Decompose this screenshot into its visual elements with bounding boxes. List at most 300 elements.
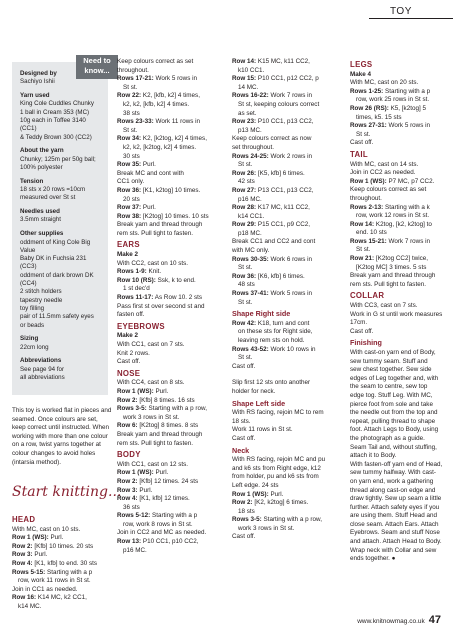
instruction-text: row, work 8 rows in St st. <box>123 520 193 528</box>
instruction-line <box>232 363 334 372</box>
instruction-line <box>12 577 112 586</box>
instruction-line <box>117 110 217 119</box>
instruction-line <box>350 319 445 328</box>
instruction-text: Knit 2 rows. <box>117 349 150 357</box>
instruction-line <box>117 547 217 556</box>
instruction-line <box>350 264 445 273</box>
instruction-text: St st. <box>238 264 253 272</box>
instruction-line <box>117 277 217 286</box>
instruction-text: K14 MC, k2 CC1, <box>36 594 87 602</box>
instruction-text: Work 5 rows in <box>153 75 198 83</box>
instruction-line <box>12 551 112 560</box>
instruction-text: pierce foot from sole and take <box>350 400 433 408</box>
instruction-line <box>232 491 334 500</box>
instruction-line <box>232 178 334 187</box>
instruction-line <box>350 79 445 88</box>
instruction-line <box>350 349 445 358</box>
spacer <box>232 371 334 379</box>
instruction-text: [K1, kfb] 12 times. <box>137 495 190 503</box>
instruction-line <box>117 101 217 110</box>
instruction-text: row, work 25 rows in St st. <box>356 96 430 104</box>
instruction-line <box>117 414 217 423</box>
instruction-line <box>350 311 445 320</box>
instruction-line <box>117 303 217 312</box>
instruction-text: sew tummy halfway. With cast- <box>350 469 436 477</box>
instruction-text: with MC only. <box>232 247 270 255</box>
instruction-text: [K1, kfb] to end. 30 sts <box>32 559 98 567</box>
row-label: Row 6: <box>117 422 138 430</box>
instruction-line <box>350 375 445 384</box>
instruction-line <box>117 92 217 101</box>
instruction-line <box>350 444 445 453</box>
instruction-line <box>12 543 112 552</box>
sizing: Sizing 22cm long <box>20 335 49 351</box>
row-label: Rows 17-21: <box>117 75 154 83</box>
instruction-text: P10 CC1, p10 CC2, <box>141 538 199 546</box>
instruction-line <box>232 221 334 230</box>
instruction-line <box>12 586 112 595</box>
instruction-text: Break CC1 and CC2 and cont <box>232 238 316 246</box>
instruction-line <box>232 465 334 474</box>
instruction-line <box>117 350 217 359</box>
instruction-text: Starting with a k <box>383 203 430 211</box>
instruction-line <box>117 67 217 76</box>
instruction-line <box>117 358 217 367</box>
instruction-text: on yarn end, work a gathering <box>350 477 434 485</box>
row-label: Row 21: <box>350 255 375 263</box>
instruction-line <box>117 153 217 162</box>
instruction-line <box>350 461 445 470</box>
instruction-line <box>117 461 217 470</box>
instruction-line <box>117 294 217 303</box>
instruction-line <box>232 118 334 127</box>
subsection-heading: Finishing <box>350 338 382 348</box>
instruction-text: Work 2 rows in <box>268 152 313 160</box>
instruction-line <box>350 529 445 538</box>
row-label: Row 28: <box>232 204 257 212</box>
instruction-line <box>350 401 445 410</box>
instruction-line <box>232 161 334 170</box>
instruction-line <box>117 187 217 196</box>
instruction-line <box>350 255 445 264</box>
instruction-text: Join in CC2 as needed. <box>350 169 416 177</box>
instruction-line <box>117 521 217 530</box>
instruction-line <box>12 560 112 569</box>
instruction-text: row, work 11 rows in St st. <box>18 577 91 585</box>
needles: Needles used 3.5mm straight <box>20 208 61 224</box>
instruction-text: St st, keeping colours correct <box>238 100 320 108</box>
instruction-text: attach it to Body. <box>350 452 397 460</box>
row-label: Row 27: <box>232 186 257 194</box>
instruction-line <box>117 251 217 260</box>
instruction-text: With cast-on yarn end of Body, <box>350 349 436 356</box>
instruction-line <box>350 478 445 487</box>
column-3 <box>232 58 334 542</box>
instruction-line <box>117 379 217 388</box>
instruction-line <box>117 178 217 187</box>
section-heading: EYEBROWS <box>117 321 165 331</box>
instruction-text: 18 sts <box>238 507 255 515</box>
other-supplies: Other supplies oddment of King Cole Big Value Baby DK in Fuchsia 231 (CC3) oddment of dark brown DK (CC4) 2 stitch holders tapestry needle toy filling pair of 11.5mm safety eyes or beads <box>20 230 94 329</box>
row-label: Rows 24-25: <box>232 152 269 160</box>
instruction-line <box>350 88 445 97</box>
instruction-text: 48 sts <box>238 281 255 289</box>
instruction-text: rem sts. Pull tight to fasten. <box>117 439 193 447</box>
instruction-line <box>350 114 445 123</box>
instruction-line <box>12 526 112 535</box>
instruction-text: holder for neck. <box>232 387 276 395</box>
section-heading: BODY <box>117 450 141 460</box>
section-heading: HEAD <box>12 515 36 524</box>
instruction-text: Work 6 rows in <box>268 255 313 263</box>
instruction-text: fasten off. <box>117 311 145 319</box>
instruction-text: K17 MC, k11 CC2, <box>256 204 310 212</box>
instruction-text: work 3 rows in St st. <box>238 524 295 532</box>
instruction-line <box>350 469 445 478</box>
instruction-line <box>117 221 217 230</box>
instruction-text: Slip first 12 sts onto another <box>232 379 311 387</box>
instruction-text: sew chest together. Sew side <box>350 366 432 374</box>
row-label: Rows 16-22: <box>232 92 269 100</box>
instruction-text: end. 10 sts <box>356 229 387 237</box>
instruction-line <box>350 418 445 427</box>
instruction-line <box>232 426 334 435</box>
instruction-line <box>350 328 445 337</box>
instruction-text: 38 sts <box>123 109 140 117</box>
row-label: Rows 2-13: <box>350 203 384 211</box>
instruction-text: foot. Attach Legs to Body, using <box>350 426 439 434</box>
instruction-line <box>117 135 217 144</box>
instruction-line <box>350 538 445 547</box>
row-label: Row 1 (WS): <box>117 469 154 477</box>
section-tag: TOY <box>390 6 412 17</box>
instruction-line <box>232 230 334 239</box>
row-label: Rows 3-5: <box>232 516 262 524</box>
instruction-line <box>350 272 445 281</box>
instruction-text: Keep colours correct as now <box>232 135 312 143</box>
instruction-line <box>350 122 445 131</box>
row-label: Make 4 <box>350 70 372 78</box>
instruction-text: k2, k2, [k2tog, k2] 4 times. <box>123 143 197 151</box>
instruction-line <box>232 187 334 196</box>
instruction-line <box>232 409 334 418</box>
instruction-text: [K6, kfb] 6 times. <box>256 272 305 280</box>
instruction-line <box>117 311 217 320</box>
instruction-line <box>12 594 112 603</box>
instruction-line <box>350 195 445 204</box>
instruction-line <box>117 127 217 136</box>
instruction-line <box>232 516 334 525</box>
instruction-text: Purl. <box>141 204 156 212</box>
instruction-text: St st. <box>356 246 371 254</box>
instruction-text: 20 sts <box>123 195 140 203</box>
instruction-line <box>232 456 334 465</box>
instruction-line <box>117 341 217 350</box>
instruction-text: leaving rem sts on hold. <box>238 337 305 344</box>
instruction-line <box>117 170 217 179</box>
row-label: Row 26: <box>232 169 257 177</box>
about-yarn: About the yarn Chunky; 125m per 50g ball; 100% polyester <box>20 147 96 171</box>
instruction-text: edges of Leg together and, with <box>350 374 439 382</box>
row-label: Row 2: <box>12 542 33 550</box>
instruction-text: [K2, k2tog] 6 times. <box>252 499 309 507</box>
row-label: Rows 30-35: <box>232 255 269 263</box>
instruction-text: Cast off. <box>232 434 256 442</box>
instruction-line <box>350 426 445 435</box>
instruction-line <box>117 405 217 414</box>
row-label: Row 36: <box>232 272 257 280</box>
instruction-text: Work 11 rows in St st. <box>232 426 293 434</box>
instruction-text: K2, [kfb, k2] 4 times, <box>141 92 200 100</box>
row-label: Row 2: <box>232 499 253 507</box>
instruction-text: K2tog, [k2, k2tog] to <box>374 220 432 228</box>
instruction-line <box>117 204 217 213</box>
subsection-heading: Shape Left side <box>232 398 286 408</box>
instruction-line <box>232 328 334 337</box>
instruction-line <box>350 169 445 178</box>
instruction-line <box>350 547 445 556</box>
instruction-line <box>232 256 334 265</box>
instruction-line <box>232 170 334 179</box>
instruction-line <box>350 161 445 170</box>
instruction-line <box>232 247 334 256</box>
instruction-text: Work 7 rows in <box>268 92 313 100</box>
instruction-text: throughout. <box>350 194 382 202</box>
instruction-line <box>350 452 445 461</box>
instruction-line <box>232 418 334 427</box>
instruction-text: k10 CC1. <box>238 66 265 74</box>
instruction-line <box>232 290 334 299</box>
instruction-line <box>232 196 334 205</box>
instruction-text: With CC1, cast on 12 sts. <box>117 460 189 468</box>
instruction-text: 1 st dec'd <box>123 285 150 293</box>
instruction-text: Pass first st over second st and <box>117 302 205 310</box>
instruction-text: Break MC and cont with <box>117 169 184 177</box>
instruction-text: P10 CC1, p13 CC2, <box>256 118 314 126</box>
instruction-text: Starting with a p <box>383 87 431 95</box>
row-label: Rows 37-41: <box>232 290 269 298</box>
instruction-text: Cast off. <box>117 358 141 366</box>
instruction-text: St st. <box>238 298 253 306</box>
section-divider <box>369 18 453 19</box>
instruction-line <box>350 96 445 105</box>
row-label: Row 2: <box>117 477 138 485</box>
row-label: Row 4: <box>117 495 138 503</box>
instruction-line <box>232 320 334 329</box>
column-4 <box>350 58 445 564</box>
row-label: Rows 3-5: <box>117 405 147 413</box>
instruction-text: Work in G st until work measures <box>350 310 443 318</box>
instruction-text: K2, [k2tog, k2] 4 times, <box>141 135 207 143</box>
instruction-line <box>350 504 445 513</box>
row-label: Row 37: <box>117 204 142 212</box>
instruction-line <box>232 379 334 388</box>
instruction-text: With fasten-off yarn end of Head, <box>350 460 443 468</box>
instruction-text: Purl. <box>48 534 64 542</box>
instruction-text: further. Attach safety eyes if you <box>350 503 440 511</box>
instruction-line <box>232 337 334 346</box>
instruction-text: Join in CC2 and MC as needed. <box>117 529 207 537</box>
instruction-line <box>117 431 217 440</box>
column-2 <box>117 58 217 555</box>
need-to-know-badge: Need to know... <box>76 55 118 79</box>
instruction-text: [Kfb] 8 times. 16 sts <box>137 396 195 404</box>
instruction-line <box>117 268 217 277</box>
instruction-line <box>117 388 217 397</box>
row-label: Row 14: <box>232 58 257 65</box>
instruction-line <box>350 281 445 290</box>
instruction-line <box>117 75 217 84</box>
instruction-line <box>117 397 217 406</box>
instruction-line <box>117 512 217 521</box>
instruction-line <box>232 75 334 84</box>
tension: Tension 18 sts x 20 rows =10cm measured over St st <box>20 177 86 202</box>
instruction-line <box>232 264 334 273</box>
instruction-line <box>350 495 445 504</box>
instruction-line <box>232 110 334 119</box>
instruction-text: St st. <box>123 126 138 134</box>
instruction-text: Starting with a p row, <box>261 516 322 524</box>
instruction-text: 14 MC. <box>238 83 259 91</box>
instruction-line <box>232 238 334 247</box>
row-label: Row 42: <box>232 319 257 327</box>
instruction-text: Knit. <box>146 268 162 276</box>
instruction-text: Eyebrows. Seam and stuff Nose <box>350 529 440 537</box>
instruction-text: [K5, kfb] 6 times. <box>256 169 305 177</box>
instruction-line <box>350 246 445 255</box>
instruction-line <box>117 285 217 294</box>
instruction-line <box>232 281 334 290</box>
instruction-line <box>232 473 334 482</box>
instruction-text: Work 10 rows in <box>268 345 316 353</box>
instruction-text: the seam to centre, sew top <box>350 383 428 391</box>
row-label: Rows 15-21: <box>350 237 387 245</box>
instruction-text: With RS facing, rejoin MC to rem <box>232 409 324 417</box>
row-label: Rows 23-33: <box>117 118 154 126</box>
instruction-text: [K2tog] 8 times. 8 sts <box>137 422 199 430</box>
instruction-text: Starting with a p <box>45 568 93 576</box>
row-label: Row 29: <box>232 221 257 229</box>
instruction-line <box>232 346 334 355</box>
instruction-line <box>232 67 334 76</box>
instruction-text: Cast off. <box>350 139 374 147</box>
instruction-line <box>232 204 334 213</box>
instruction-line <box>117 118 217 127</box>
instruction-text: are using them. Stuff Head and <box>350 512 438 520</box>
instruction-line <box>12 569 112 578</box>
row-label: Rows 1-9: <box>117 268 147 276</box>
instruction-text: P10 CC1, p12 CC2, p <box>256 75 319 83</box>
footer <box>357 614 441 626</box>
section-heading: NOSE <box>117 368 141 378</box>
instruction-line <box>117 84 217 93</box>
instruction-line <box>117 529 217 538</box>
instruction-text: Break yarn and thread through <box>117 221 203 229</box>
instruction-line <box>232 153 334 162</box>
instruction-text: St st. <box>123 83 138 91</box>
instruction-text: Work 5 rows in <box>268 290 313 298</box>
row-label: Rows 27-31: <box>350 122 387 130</box>
instruction-line <box>350 435 445 444</box>
instruction-line <box>350 383 445 392</box>
row-label: Row 36: <box>117 186 142 194</box>
instruction-line <box>117 332 217 341</box>
instruction-text: 17cm. <box>350 319 368 327</box>
instruction-text: p16 MC. <box>123 546 147 554</box>
row-label: Row 14: <box>350 220 375 228</box>
instruction-line <box>117 538 217 547</box>
instruction-text: the photograph as a guide. <box>350 434 425 442</box>
instruction-text: With RS facing, rejoin MC and pu <box>232 456 326 464</box>
row-label: Row 2: <box>117 396 138 404</box>
instruction-text: [K1, k2tog] 10 times. <box>141 186 201 194</box>
instruction-text: p13 MC. <box>238 126 262 134</box>
instruction-line <box>117 213 217 222</box>
instruction-text: times, k5. 15 sts <box>356 113 402 121</box>
instruction-text: St st. <box>238 161 253 169</box>
instruction-line <box>232 354 334 363</box>
instruction-line <box>117 487 217 496</box>
info-box <box>12 62 108 395</box>
instruction-line <box>350 105 445 114</box>
subsection-heading: Neck <box>232 445 250 455</box>
instruction-text: edge tog. Stuff Leg. With MC, <box>350 391 433 399</box>
instruction-line <box>117 58 217 67</box>
instruction-text: draw tightly. Sew up seam a little <box>350 495 442 503</box>
row-label: Rows 43-52: <box>232 345 269 353</box>
instruction-text: Break yarn and thread through <box>350 272 436 280</box>
instruction-line <box>232 299 334 308</box>
instruction-text: St st. <box>356 130 371 138</box>
row-label: Rows 5-15: <box>12 568 46 576</box>
instruction-line <box>117 422 217 431</box>
instruction-text: Work 7 rows in <box>386 237 431 245</box>
row-label: Row 23: <box>232 118 257 126</box>
row-label: Row 34: <box>117 135 142 143</box>
instruction-text: rem sts. Pull tight to fasten. <box>117 229 193 237</box>
instruction-line <box>232 144 334 153</box>
row-label: Row 3: <box>12 551 33 559</box>
instruction-text: [K2tog MC] 3 times. 5 sts <box>356 263 427 271</box>
row-label: Row 22: <box>117 92 142 100</box>
instruction-text: Cast off. <box>232 362 256 370</box>
instruction-line <box>12 534 112 543</box>
row-label: Row 1 (WS): <box>232 490 269 498</box>
start-knitting-title: Start knitting... <box>12 484 122 500</box>
row-label: Row 13: <box>117 538 142 546</box>
instruction-line <box>117 144 217 153</box>
instruction-text: Cast off. <box>232 533 256 541</box>
instruction-text: [Kfb] 12 times. 24 sts <box>137 477 199 485</box>
instruction-text: Cast off. <box>350 327 374 335</box>
instruction-line <box>350 392 445 401</box>
instruction-text: Purl. <box>32 551 48 559</box>
row-label: Row 38: <box>117 212 142 220</box>
instruction-text: Ssk, k to end. <box>155 276 196 284</box>
instruction-text: K15 MC, k11 CC2, <box>256 58 310 65</box>
instruction-line <box>350 178 445 187</box>
instruction-text: repeat, pulling thread to shape <box>350 417 436 425</box>
instruction-line <box>232 84 334 93</box>
row-label: Make 2 <box>117 332 139 340</box>
instruction-line <box>117 495 217 504</box>
instruction-text: Purl. <box>153 387 169 395</box>
instruction-text: Starting with a p <box>150 512 198 520</box>
instruction-line <box>350 366 445 375</box>
instruction-text: 18 sts. <box>232 417 251 425</box>
section-heading: LEGS <box>350 60 373 69</box>
row-label: Row 3: <box>117 486 138 494</box>
